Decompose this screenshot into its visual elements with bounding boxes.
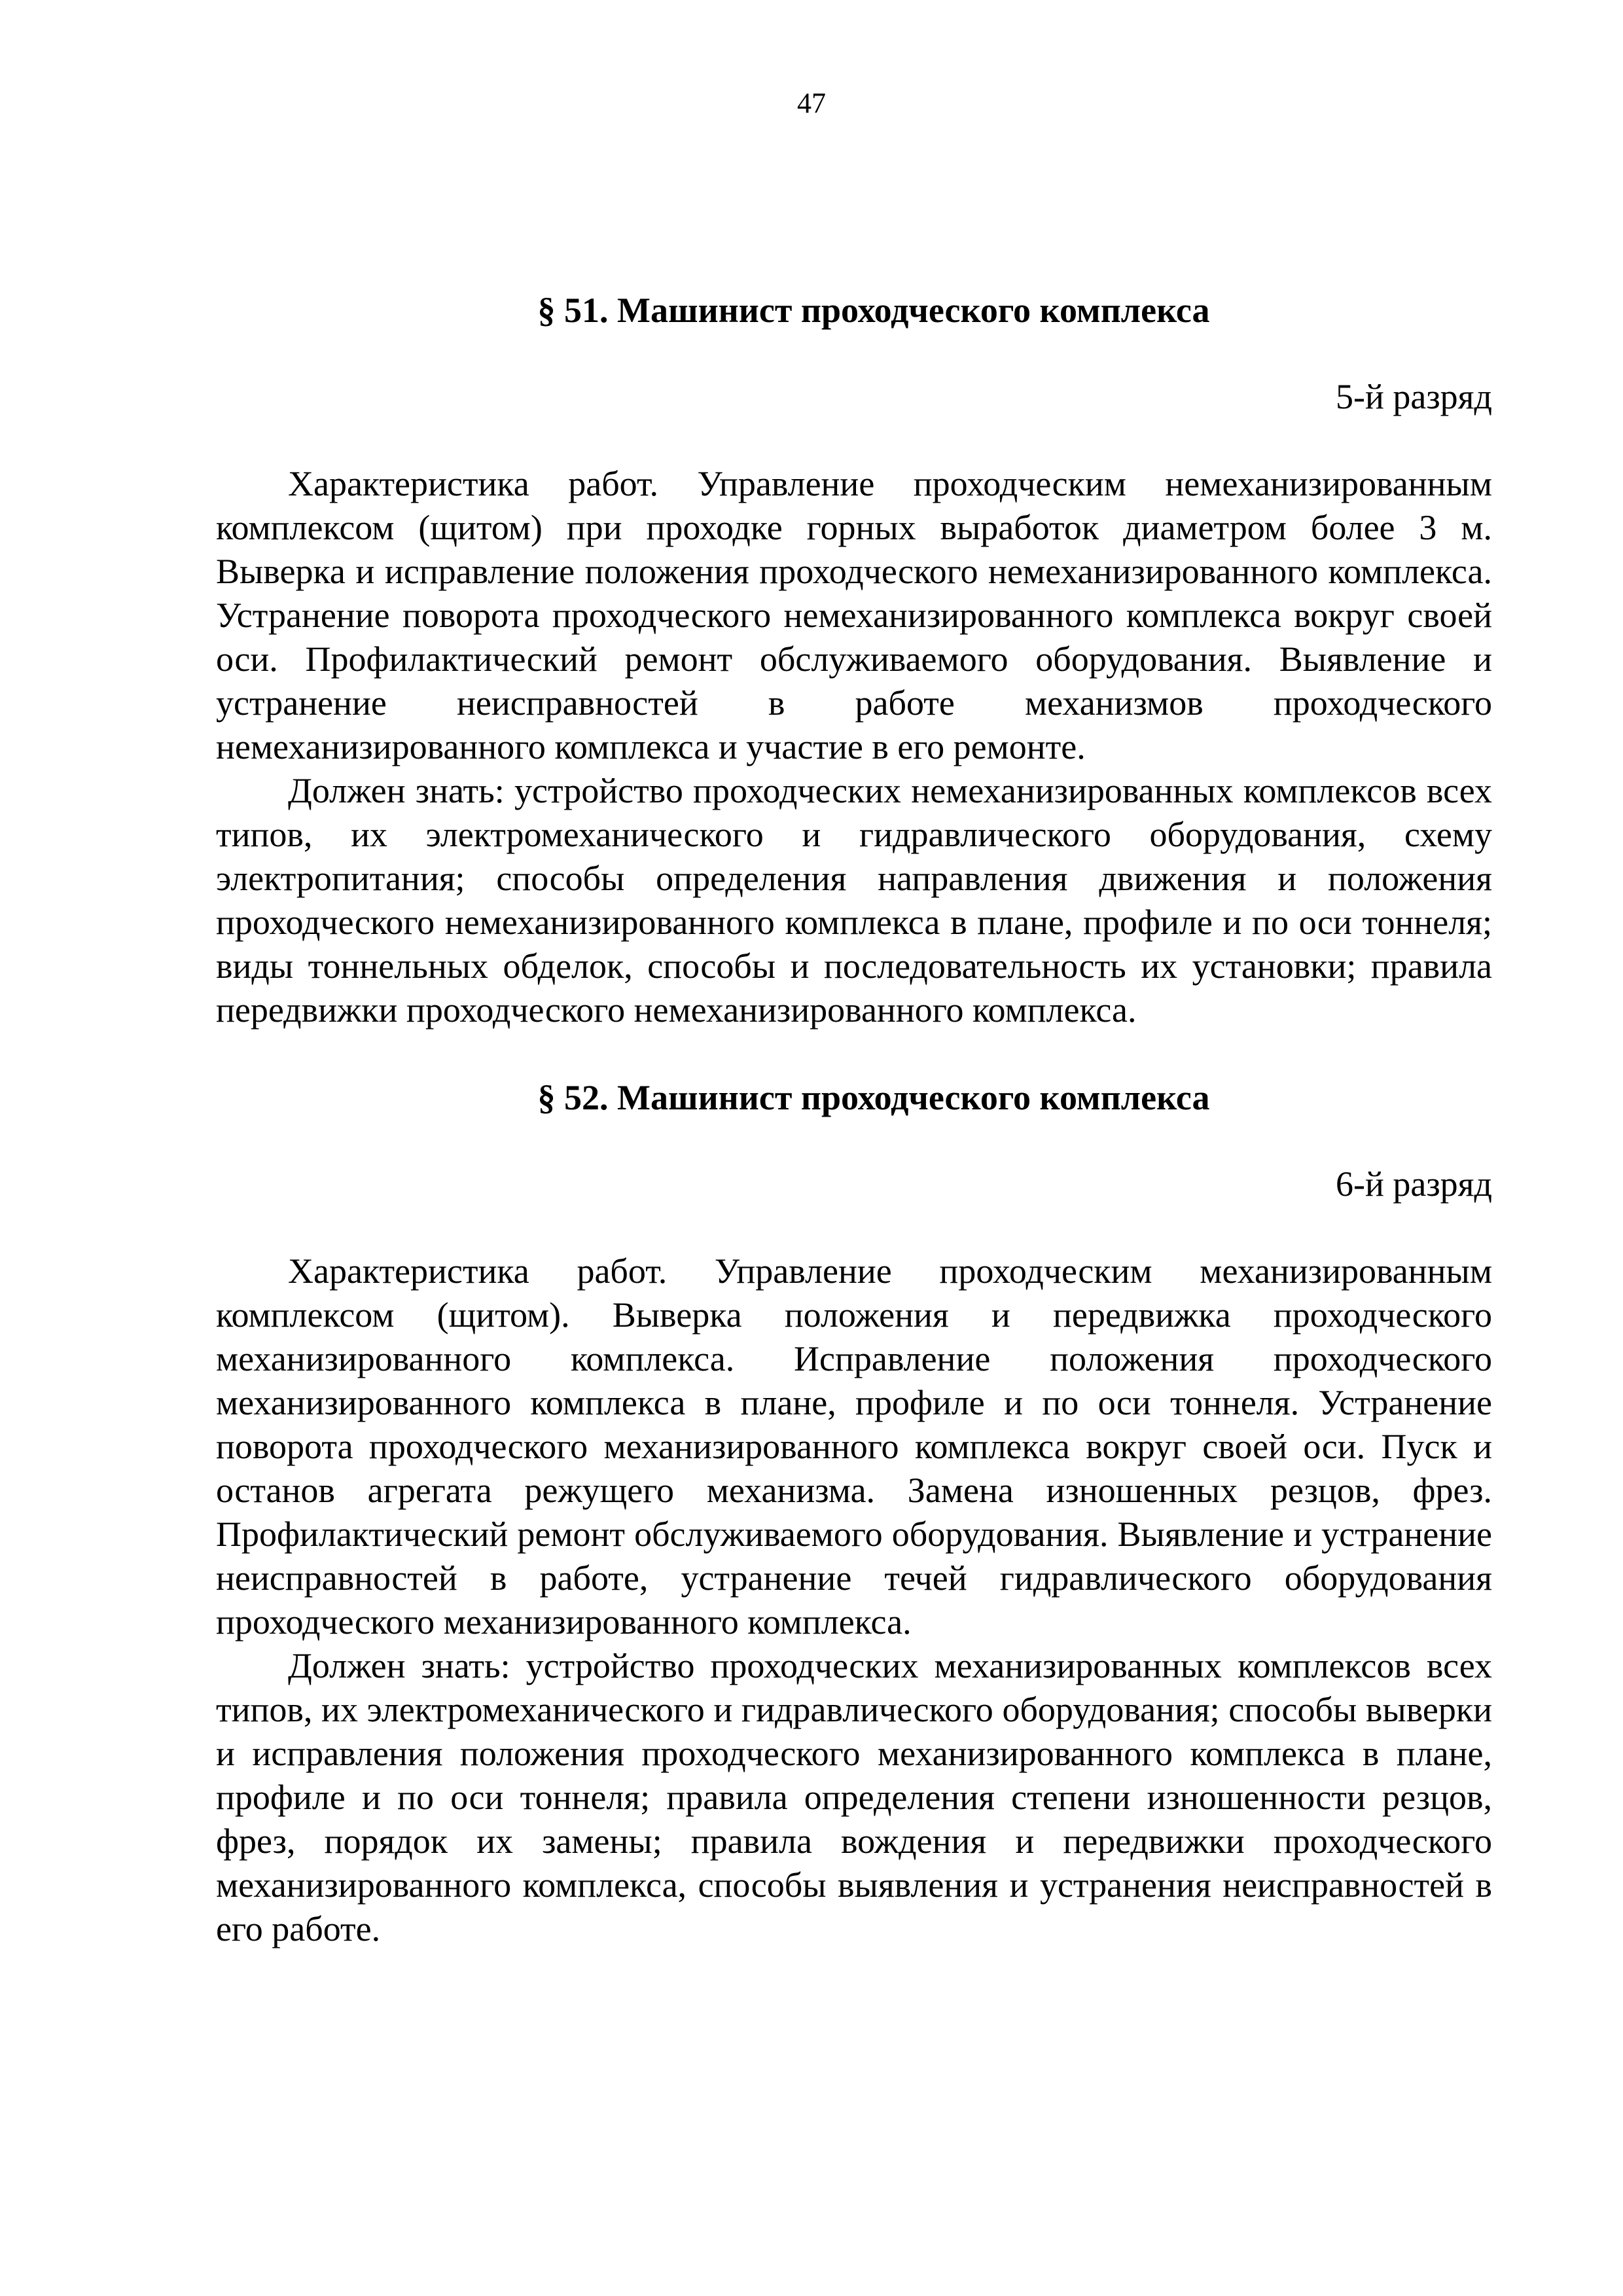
required-knowledge-paragraph: Должен знать: устройство проходческих немеханизированных комплексов всех типов, их электромеханического и гидравлического оборудования, схему электропитания; способы определения направления движения и положения проходческого немеханизированного комплекса в плане, профиле и по оси тоннеля; виды тоннельных обделок, способы и последовательность их установки; правила передвижки проходческого немеханизированного комплекса. [216, 771, 1492, 1030]
section-51 [216, 288, 1492, 1032]
grade-label: 5-й разряд [1336, 377, 1492, 416]
work-characteristics-paragraph: Характеристика работ. Управление проходческим механизированным комплексом (щитом). Выверка положения и передвижка проходческого механизированного комплекса. Исправление положения проходческого механизированного комплекса в плане, профиле и по оси тоннеля. Устранение поворота проходческого механизированного комплекса вокруг своей оси. Пуск и останов агрегата режущего механизма. Замена изношенных резцов, фрез. Профилактический ремонт обслуживаемого оборудования. Выявление и устранение неисправностей в работе, устранение течей гидравлического оборудования проходческого механизированного комплекса. [216, 1251, 1492, 1641]
page-number: 47 [797, 87, 826, 119]
work-characteristics-paragraph: Характеристика работ. Управление проходческим немеханизированным комплексом (щитом) при проходке горных выработок диаметром более 3 м. Выверка и исправление положения проходческого немеханизированного комплекса. Устранение поворота проходческого немеханизированного комплекса вокруг своей оси. Профилактический ремонт обслуживаемого оборудования. Выявление и устранение неисправностей в работе механизмов проходческого немеханизированного комплекса и участие в его ремонте. [216, 464, 1492, 766]
grade-label: 6-й разряд [1336, 1164, 1492, 1204]
section-title: § 52. Машинист проходческого комплекса [537, 1078, 1210, 1117]
section-title: § 51. Машинист проходческого комплекса [537, 291, 1210, 330]
required-knowledge-paragraph: Должен знать: устройство проходческих механизированных комплексов всех типов, их электромеханического и гидравлического оборудования; способы выверки и исправления положения проходческого механизированного комплекса в плане, профиле и по оси тоннеля; правила определения степени изношенности резцов, фрез, порядок их замены; правила вождения и передвижки проходческого механизированного комплекса, способы выявления и устранения неисправностей в его работе. [216, 1646, 1492, 1948]
document-body [216, 288, 1492, 1951]
section-52 [216, 1075, 1492, 1951]
